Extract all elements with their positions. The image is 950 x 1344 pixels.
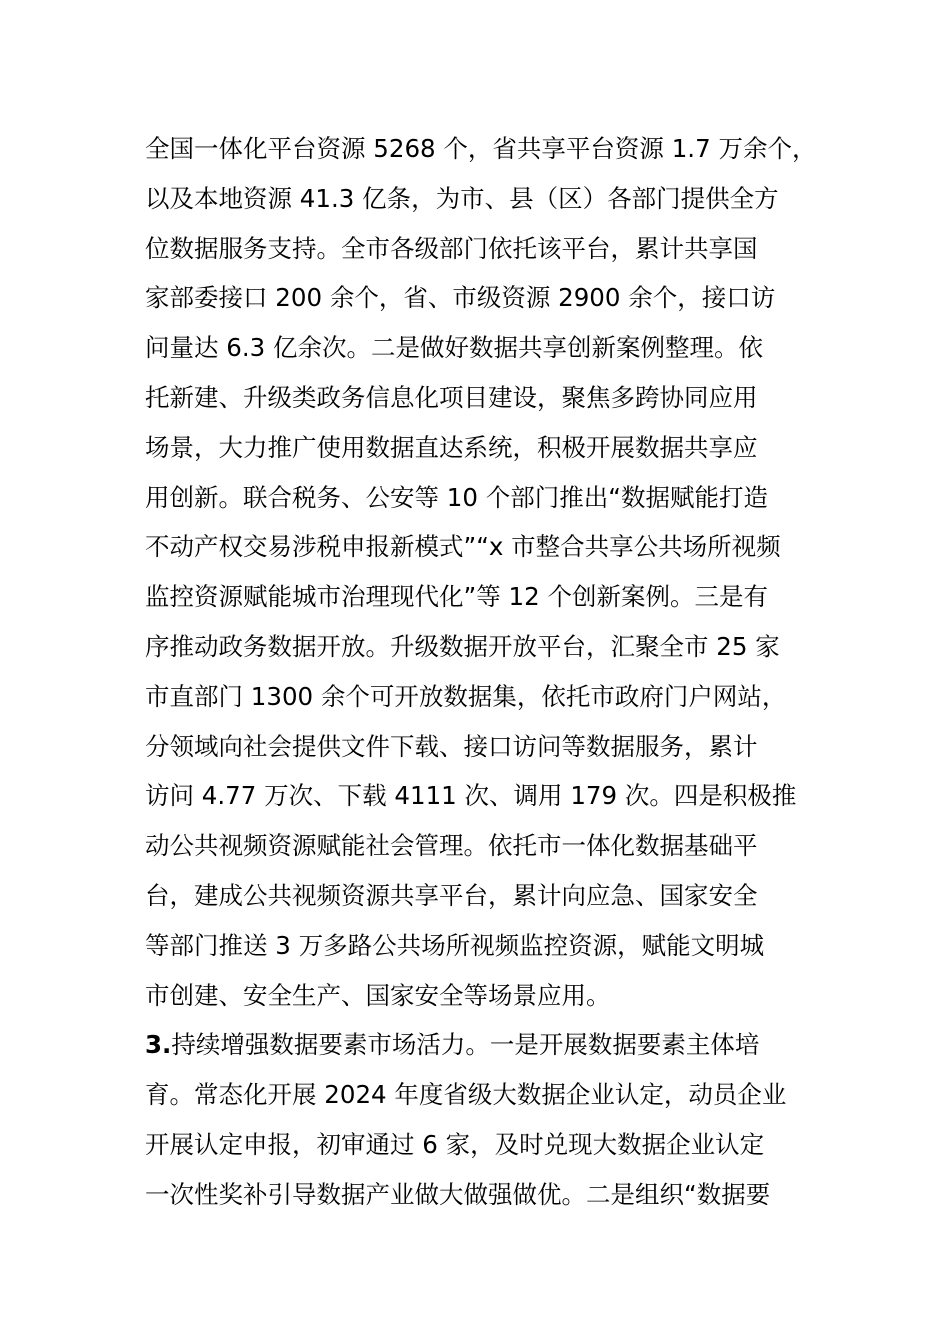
- text-line: 位数据服务支持。全市各级部门依托该平台，累计共享国: [145, 233, 758, 263]
- text-line: 市创建、安全生产、国家安全等场景应用。: [145, 980, 611, 1010]
- section-3-heading-line: [145, 1020, 845, 1070]
- section-number: 3.: [145, 1030, 172, 1060]
- text-line: 台，建成公共视频资源共享平台，累计向应急、国家安全: [145, 880, 758, 910]
- section-heading-text: 持续增强数据要素市场活力。一是开展数据要素主体培: [171, 1030, 760, 1060]
- text-line: 等部门推送 3 万多路公共场所视频监控资源，赋能文明城: [145, 930, 765, 960]
- text-line: 托新建、升级类政务信息化项目建设，聚焦多跨协同应用: [145, 382, 758, 412]
- text-line: 全国一体化平台资源 5268 个，省共享平台资源 1.7 万余个，: [145, 134, 817, 163]
- text-line: 用创新。联合税务、公安等 10 个部门推出“数据赋能打造: [145, 482, 768, 512]
- text-line: 动公共视频资源赋能社会管理。依托市一体化数据基础平: [145, 831, 758, 861]
- text-line: 序推动政务数据开放。升级数据开放平台，汇聚全市 25 家: [145, 631, 780, 661]
- text-line: 不动产权交易涉税申报新模式”“x 市整合共享公共场所视频: [145, 532, 781, 562]
- text-line: 一次性奖补引导数据产业做大做强做优。二是组织“数据要: [145, 1179, 771, 1209]
- text-line: 问量达 6.3 亿余次。二是做好数据共享创新案例整理。依: [145, 333, 764, 363]
- text-line: 育。常态化开展 2024 年度省级大数据企业认定，动员企业: [145, 1080, 787, 1110]
- text-line: 访问 4.77 万次、下载 4111 次、调用 179 次。四是积极推: [145, 781, 797, 811]
- body-text: [145, 124, 845, 1220]
- text-line: 分领域向社会提供文件下载、接口访问等数据服务，累计: [145, 731, 758, 761]
- text-line: 监控资源赋能城市治理现代化”等 12 个创新案例。三是有: [145, 582, 768, 612]
- text-line: 场景，大力推广使用数据直达系统，积极开展数据共享应: [145, 432, 758, 462]
- text-line: 以及本地资源 41.3 亿条，为市、县（区）各部门提供全方: [145, 183, 779, 213]
- text-line: 市直部门 1300 余个可开放数据集，依托市政府门户网站，: [145, 681, 787, 711]
- text-line: 家部委接口 200 余个，省、市级资源 2900 余个，接口访: [145, 283, 776, 313]
- text-line: 开展认定申报，初审通过 6 家，及时兑现大数据企业认定: [145, 1129, 765, 1159]
